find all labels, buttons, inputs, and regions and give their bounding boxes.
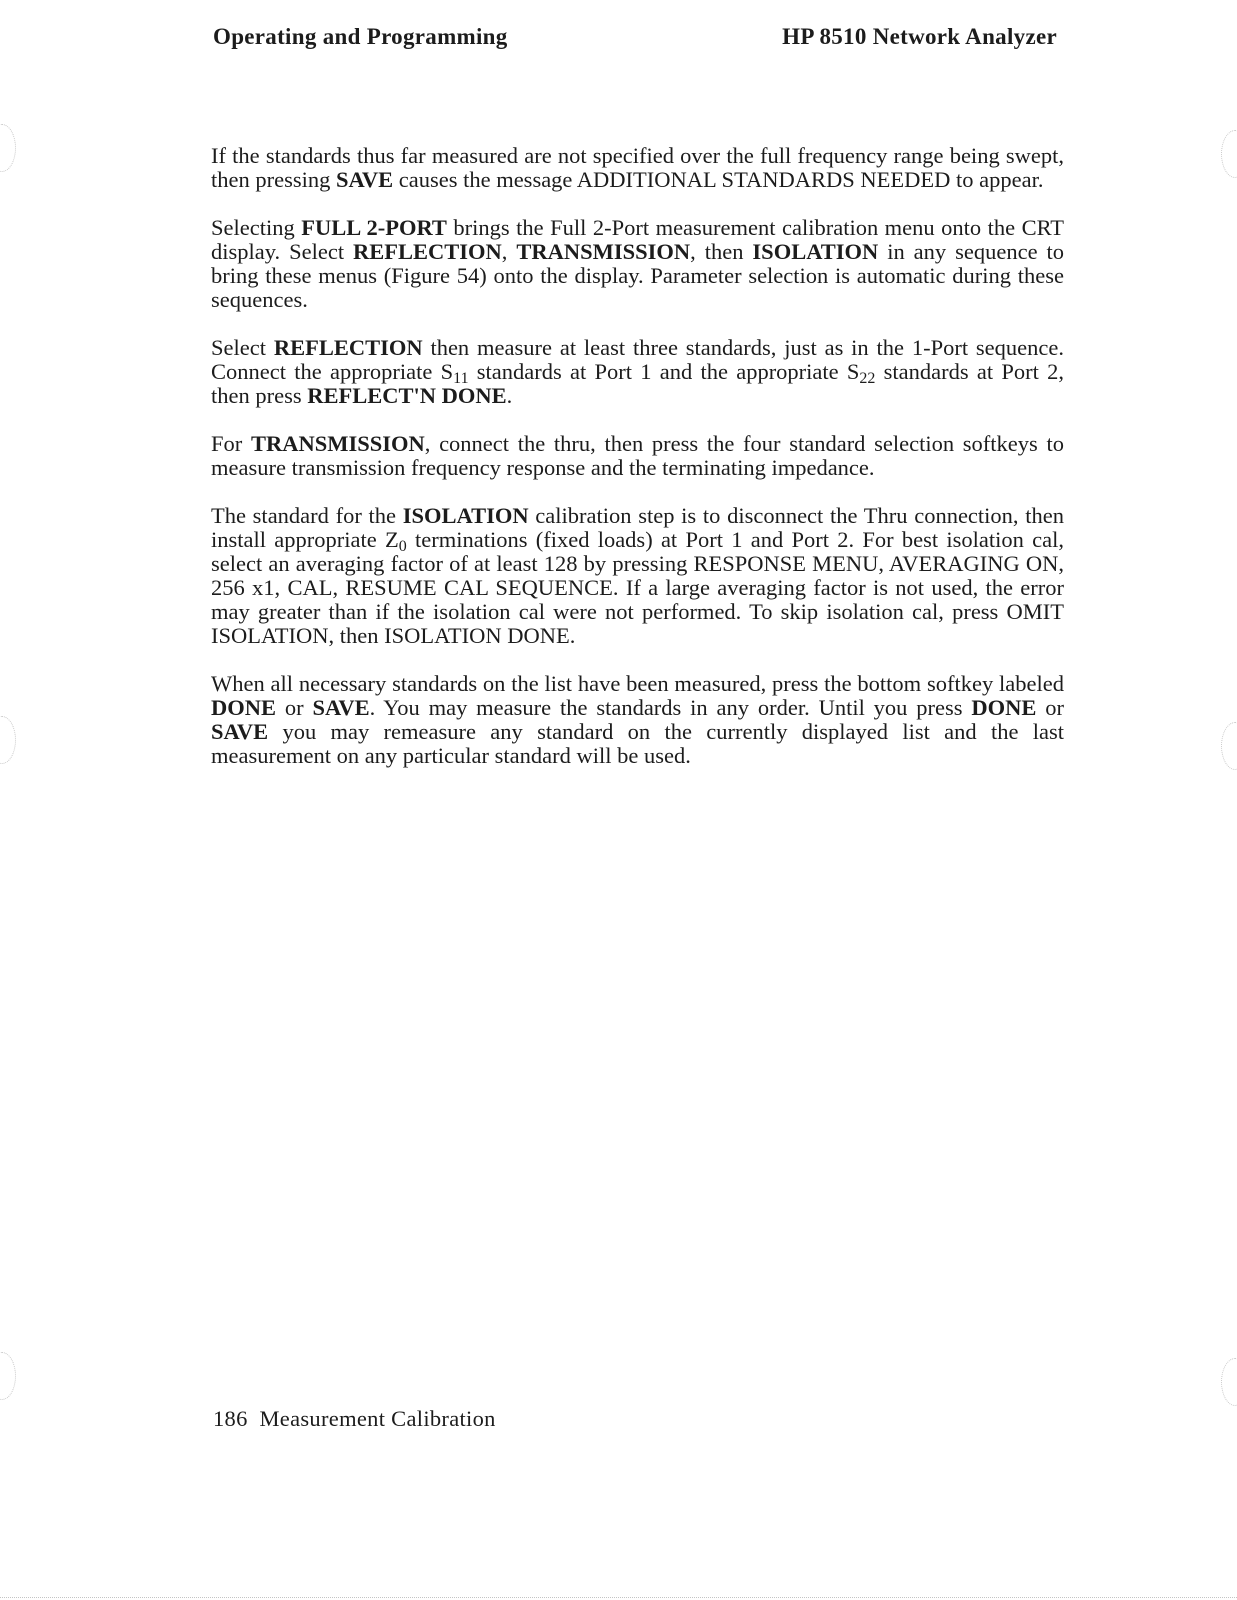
page-footer: 186 Measurement Calibration — [213, 1406, 496, 1431]
body-text — [211, 144, 1064, 792]
keyword-full-2-port: FULL 2-PORT — [301, 215, 447, 240]
keyword-reflection: REFLECTION — [273, 335, 423, 360]
keyword-done: DONE — [971, 695, 1037, 720]
subscript-22: 22 — [859, 370, 876, 387]
punch-hole-mark — [0, 1352, 16, 1400]
keyword-isolation: ISOLATION — [752, 239, 879, 264]
keyword-save: SAVE — [312, 695, 370, 720]
subscript-11: 11 — [453, 370, 469, 387]
keyword-reflection: REFLECTION — [353, 239, 502, 264]
keyword-reflect-done: REFLECT'N DONE — [307, 383, 507, 408]
running-header-right: HP 8510 Network Analyzer — [782, 24, 1057, 49]
paragraph-isolation: The standard for the ISOLATION calibration step is to disconnect the Thru connection, then install appropriate $Z_0$ terminations (fixed loads) at Port 1 and Port 2. For best isolation cal, select an averaging factor of at least 128 by pressing RESPONSE MENU, AVERAGING ON, 256 x1, CAL, RESUME CAL SEQUENCE. If a large averaging factor is not used, the error may greater than if the isolation cal were not performed. To skip isolation cal, press OMIT ISOLATION, then ISOLATION DONE. — [211, 503, 1064, 648]
punch-hole-mark — [0, 716, 16, 764]
punch-hole-mark — [1221, 1358, 1237, 1406]
scan-edge-line — [0, 1597, 1237, 1598]
keyword-save: SAVE — [211, 719, 269, 744]
punch-hole-mark — [0, 124, 16, 172]
keyword-done: DONE — [211, 695, 277, 720]
keyword-transmission: TRANSMISSION — [250, 431, 425, 456]
running-header-left: Operating and Programming — [213, 24, 508, 49]
paragraph-additional-standards: If the standards thus far measured are not specified over the full frequency range being swept, then pressing SAVE causes the message ADDITIONAL STANDARDS NEEDED to appear. — [211, 143, 1064, 192]
punch-hole-mark — [1221, 722, 1237, 770]
keyword-transmission: TRANSMISSION — [516, 239, 691, 264]
paragraph-full-2-port: Selecting FULL 2-PORT brings the Full 2-Port measurement calibration menu onto the CRT display. Select REFLECTION, TRANSMISSION, then ISOLATION in any sequence to bring these menus (Figure 54) onto the display. Parameter selection is automatic during these sequences. — [211, 215, 1065, 312]
paragraph-reflection: Select REFLECTION then measure at least three standards, just as in the 1-Port sequence. Connect the appropriate $S_{11}$ standards at Port 1 and the appropriate $S_{22}$ standards at Port 2, then press REFLECT'N DONE. — [211, 335, 1064, 408]
paragraph-transmission: For TRANSMISSION, connect the thru, then press the four standard selection softkeys to measure transmission frequency response and the terminating impedance. — [211, 431, 1064, 480]
paragraph-done-or-save: When all necessary standards on the list have been measured, press the bottom softkey labeled DONE or SAVE. You may measure the standards in any order. Until you press DONE or SAVE you may remeasure any standard on the currently displayed list and the last measurement on any particular standard will be used. — [211, 671, 1064, 768]
subscript-0: 0 — [398, 538, 407, 555]
punch-hole-mark — [1221, 130, 1237, 178]
keyword-isolation: ISOLATION — [402, 503, 529, 528]
keyword-save: SAVE — [335, 167, 394, 192]
